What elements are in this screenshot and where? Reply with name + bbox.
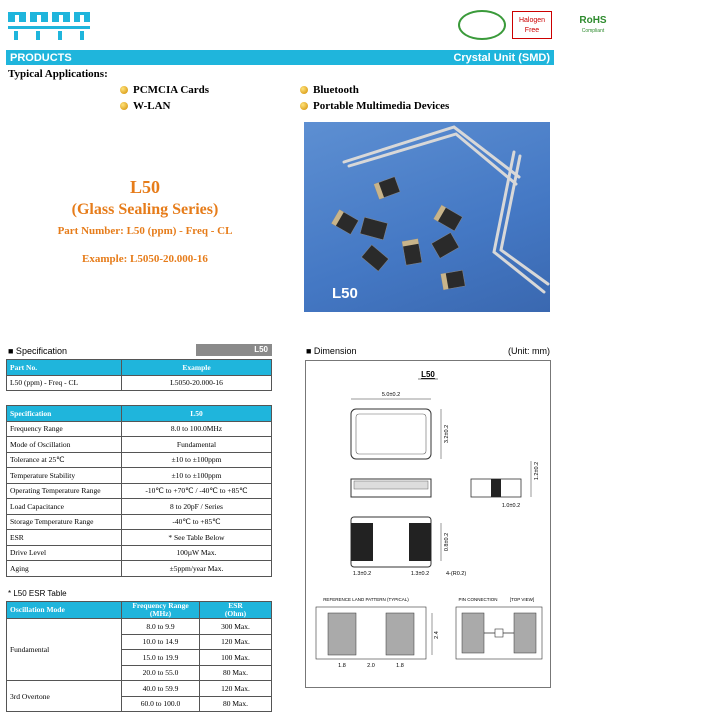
esr-value: 80 Max. <box>200 696 272 712</box>
application-item <box>300 100 449 112</box>
partno-value: L50 (ppm) - Freq - CL <box>7 375 122 391</box>
spec-value: -40℃ to +85℃ <box>122 514 272 530</box>
esr-header-line1: ESR <box>228 601 243 610</box>
application-label: W-LAN <box>133 100 171 112</box>
esr-mode-overtone: 3rd Overtone <box>7 681 122 712</box>
spec-param: Operating Temperature Range <box>7 483 122 499</box>
table-row <box>7 619 272 635</box>
spec-model-header: L50 <box>122 406 272 422</box>
bullet-icon <box>300 102 308 110</box>
dim-pad-width-2: 1.3±0.2 <box>410 571 430 577</box>
spec-param: Mode of Oscillation <box>7 437 122 453</box>
application-label: Portable Multimedia Devices <box>313 100 450 112</box>
esr-mode-header: Oscillation Mode <box>7 602 122 619</box>
esr-value: 100 Max. <box>200 650 272 666</box>
dim-radius: 4-(R0.2) <box>446 571 467 577</box>
spec-header: Specification <box>7 406 122 422</box>
spec-value: ±10 to ±100ppm <box>122 468 272 484</box>
pin-connection-title: PIN CONNECTION <box>458 597 498 602</box>
spec-param: Aging <box>7 561 122 577</box>
spec-param: ESR <box>7 530 122 546</box>
table-row <box>7 421 272 437</box>
esr-freq: 60.0 to 100.0 <box>122 696 200 712</box>
esr-freq: 20.0 to 55.0 <box>122 665 200 681</box>
table-row <box>7 514 272 530</box>
esr-table <box>6 601 272 712</box>
table-row <box>7 681 272 697</box>
table-row <box>7 499 272 515</box>
land-pattern-title: REFERENCE LAND PATTERN (TYPICAL) <box>323 597 409 602</box>
spec-value: -10℃ to +70℃ / -40℃ to +85℃ <box>122 483 272 499</box>
application-label: Bluetooth <box>313 84 359 96</box>
table-row <box>7 545 272 561</box>
application-item <box>120 100 170 112</box>
spec-value: 8.0 to 100.0MHz <box>122 421 272 437</box>
spec-param: Storage Temperature Range <box>7 514 122 530</box>
spec-value: 8 to 20pF / Series <box>122 499 272 515</box>
bullet-icon <box>120 102 128 110</box>
esr-freq: 40.0 to 59.9 <box>122 681 200 697</box>
spec-param: Load Capacitance <box>7 499 122 515</box>
esr-ohm-header <box>200 602 272 619</box>
dimension-svg <box>306 361 550 687</box>
esr-value: 120 Max. <box>200 634 272 650</box>
halogen-line2: Free <box>524 27 540 34</box>
applications-title: Typical Applications: <box>8 68 108 80</box>
spec-value: 100µW Max. <box>122 545 272 561</box>
application-item <box>300 84 359 96</box>
dim-model: L50 <box>421 370 435 379</box>
freq-header-line1: Frequency Range <box>132 601 189 610</box>
rohs-label: RoHS <box>579 15 607 26</box>
part-number-table <box>6 359 272 391</box>
specification-table <box>6 405 272 577</box>
bar-category: Crystal Unit (SMD) <box>453 51 550 64</box>
table-row <box>7 452 272 468</box>
land-height: 2.4 <box>434 631 440 639</box>
esr-mode-fundamental: Fundamental <box>7 619 122 681</box>
part-number-format: Part Number: L50 (ppm) - Freq - CL <box>57 225 233 237</box>
dim-thickness: 1.2±0.2 <box>534 461 540 481</box>
dimension-drawing <box>305 360 551 688</box>
partno-header: Part No. <box>7 360 122 376</box>
dimension-unit: (Unit: mm) <box>508 346 550 356</box>
product-info <box>20 175 270 267</box>
product-model: L50 <box>129 177 160 197</box>
dim-width: 5.0±0.2 <box>381 392 401 398</box>
table-row <box>7 530 272 546</box>
esr-freq-header <box>122 602 200 619</box>
spec-value: ±5ppm/year Max. <box>122 561 272 577</box>
esr-value: 80 Max. <box>200 665 272 681</box>
spec-param: Drive Level <box>7 545 122 561</box>
spec-param: Frequency Range <box>7 421 122 437</box>
dim-pad-height: 0.8±0.2 <box>444 532 450 552</box>
photo-label: L50 <box>332 285 358 302</box>
company-logo <box>6 6 92 42</box>
spec-param: Temperature Stability <box>7 468 122 484</box>
bullet-icon <box>300 86 308 94</box>
esr-freq: 10.0 to 14.9 <box>122 634 200 650</box>
spec-param: Tolerance at 25℃ <box>7 452 122 468</box>
table-row <box>7 561 272 577</box>
header-bar <box>6 50 554 65</box>
freq-header-line2: (MHz) <box>149 609 172 618</box>
application-item <box>120 84 209 96</box>
land-c: 1.8 <box>396 663 404 669</box>
spec-value: * See Table Below <box>122 530 272 546</box>
part-number-example: Example: L5050-20.000-16 <box>82 253 208 265</box>
example-value: L5050-20.000-16 <box>122 375 272 391</box>
table-row <box>7 483 272 499</box>
product-series: (Glass Sealing Series) <box>71 201 219 218</box>
dimension-title: ■ Dimension <box>306 346 357 356</box>
spec-value: ±10 to ±100ppm <box>122 452 272 468</box>
esr-table-title: * L50 ESR Table <box>8 589 67 598</box>
esr-value: 120 Max. <box>200 681 272 697</box>
esr-value: 300 Max. <box>200 619 272 635</box>
esr-freq: 15.0 to 19.9 <box>122 650 200 666</box>
bar-products: PRODUCTS <box>10 51 72 64</box>
land-a: 1.8 <box>338 663 346 669</box>
dim-height: 3.2±0.2 <box>444 424 450 444</box>
example-header: Example <box>122 360 272 376</box>
rohs-sub: Compliant <box>581 28 605 34</box>
table-row <box>7 437 272 453</box>
bullet-icon <box>120 86 128 94</box>
dim-pad-width-1: 1.3±0.2 <box>352 571 372 577</box>
halogen-line1: Halogen <box>518 17 546 24</box>
top-view-label: [TOP VIEW] <box>509 597 535 602</box>
product-photo <box>304 122 550 312</box>
table-row <box>7 468 272 484</box>
specification-title: ■ Specification <box>8 346 67 356</box>
esr-freq: 8.0 to 9.9 <box>122 619 200 635</box>
application-label: PCMCIA Cards <box>133 84 210 96</box>
halogen-free-badge <box>512 11 552 39</box>
spec-value: Fundamental <box>122 437 272 453</box>
dim-side: 1.0±0.2 <box>501 503 521 509</box>
esr-header-line2: (Ohm) <box>224 609 247 618</box>
land-b: 2.0 <box>367 663 375 669</box>
crystal-photo-graphic <box>304 122 550 312</box>
specification-model-tag: L50 <box>196 344 272 356</box>
